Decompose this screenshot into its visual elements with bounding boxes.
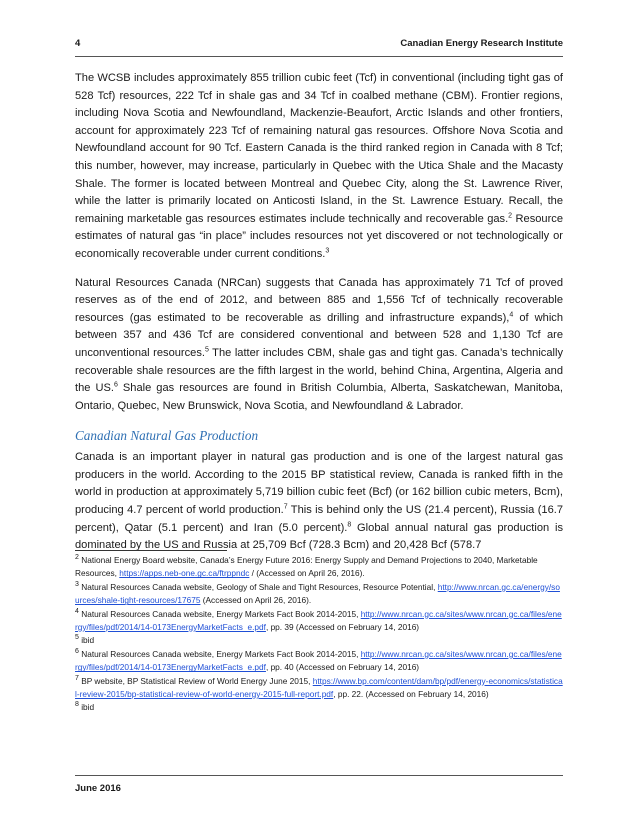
footnote-link[interactable]: http://www.nrcan.gc.ca/sites/www.nrcan.gc.ca/files/energy/files/pdf/2014/14-0173EnergyMarketFacts_e.pdf bbox=[75, 608, 562, 633]
footnote: $^5$ ibid bbox=[75, 634, 95, 646]
header-divider bbox=[75, 56, 563, 57]
footnote-link[interactable]: http://www.nrcan.gc.ca/sites/www.nrcan.gc.ca/files/energy/files/pdf/2014/14-0173EnergyMarketFacts_e.pdf bbox=[75, 648, 562, 673]
footnote-ref[interactable]: 6 bbox=[113, 381, 118, 389]
footer-divider bbox=[75, 775, 563, 776]
footnote-divider bbox=[75, 550, 227, 551]
footnote-link[interactable]: https://apps.neb-one.gc.ca/ftrppndc bbox=[119, 568, 250, 579]
footnote: $^2$ National Energy Board website, Canada’s Energy Future 2016: Energy Supply and Demand Projections to 2040, Marketable Resources, https://apps.neb-one.gc.ca/ftrppndc / (Accessed on April 26, 2016). bbox=[75, 554, 538, 579]
page-header bbox=[75, 38, 563, 49]
footnote-link[interactable]: http://www.nrcan.gc.ca/energy/sources/shale-tight-resources/17675 bbox=[75, 581, 560, 606]
section-heading: Canadian Natural Gas Production bbox=[75, 428, 259, 444]
paragraph-production: Canada is an important player in natural gas production and is one of the largest natural gas producers in the world. According to the 2015 BP statistical review, Canada is ranked fifth in the world in production at approximately 5,719 billion cubic feet (Bcf) (or 162 billion cubic meters, Bcm), producing 4.7 percent of world production.$^7$ This is behind only the US (21.4 percent), Russia (16.7 percent), Qatar (5.1 percent) and Iran (5.0 percent).$^8$ Global annual natural gas production is dominated by the US and Russia at 25,709 Bcf (728.3 Bcm) and 20,428 Bcf (578.7 bbox=[75, 451, 563, 552]
footnote-link[interactable]: https://www.bp.com/content/dam/bp/pdf/energy-economics/statistical-review-2015/bp-statistical-review-of-world-energy-2015-full-report.pdf bbox=[75, 675, 563, 700]
footnote-ref[interactable]: 7 bbox=[283, 503, 288, 511]
footnote-ref[interactable]: 3 bbox=[325, 247, 330, 255]
footnote: $^4$ Natural Resources Canada website, Energy Markets Fact Book 2014-2015, http://www.nrcan.gc.ca/sites/www.nrcan.gc.ca/files/energy/files/pdf/2014/14-0173EnergyMarketFacts_e.pdf, pp. 39 (Accessed on February 14, 2016) bbox=[75, 607, 562, 633]
footnote: $^6$ Natural Resources Canada website, Energy Markets Fact Book 2014-2015, http://www.nrcan.gc.ca/sites/www.nrcan.gc.ca/files/energy/files/pdf/2014/14-0173EnergyMarketFacts_e.pdf, pp. 40 (Accessed on February 14, 2016) bbox=[75, 648, 562, 673]
footnote-ref[interactable]: 2 bbox=[508, 212, 513, 220]
paragraph-nrcan: Natural Resources Canada (NRCan) suggests that Canada has approximately 71 Tcf of proved reserves as of the end of 2012, and between 885 and 1,556 Tcf of technically recoverable resources (gas estimated to be recoverable as drilling and infrastructure expands),$^4$ of which between 357 and 436 Tcf are considered conventional and between 528 and 1,130 Tcf are unconventional resources.$^5$ The latter includes CBM, shale gas and tight gas. Canada’s technically recoverable shale resources are the fifth largest in the world, behind China, Argentina, Algeria and the US.$^6$ Shale gas resources are found in British Columbia, Alberta, Saskatchewan, Manitoba, Ontario, Quebec, New Brunswick, Nova Scotia, and Newfoundland & Labrador. bbox=[75, 276, 563, 412]
footnote: $^8$ ibid bbox=[75, 701, 95, 713]
page-footer: June 2016 bbox=[75, 783, 121, 794]
footnote: $^3$ Natural Resources Canada website, Geology of Shale and Tight Resources, Resource Potential, http://www.nrcan.gc.ca/energy/sources/shale-tight-resources/17675 (Accessed on April 26, 2016). bbox=[75, 581, 560, 606]
page-number: 4 bbox=[75, 38, 81, 49]
body-text bbox=[75, 70, 563, 566]
footnote-ref[interactable]: 5 bbox=[204, 346, 209, 354]
footnote: $^7$ BP website, BP Statistical Review of World Energy June 2015, https://www.bp.com/content/dam/bp/pdf/energy-economics/statistical-review-2015/bp-statistical-review-of-world-energy-2015-full-report.pdf, pp. 22. (Accessed on February 14, 2016) bbox=[75, 674, 563, 700]
footnote-ref[interactable]: 8 bbox=[347, 520, 352, 528]
paragraph-wcsb: The WCSB includes approximately 855 trillion cubic feet (Tcf) in conventional (including tight gas of 528 Tcf) resources, 222 Tcf in shale gas and 34 Tcf in coalbed methane (CBM). Frontier regions, including Nova Scotia and Newfoundland, Mackenzie-Beaufort, Arctic Islands and other frontiers, account for approximately 223 Tcf of remaining natural gas resources. Offshore Nova Scotia and Newfoundland account for 90 Tcf. Eastern Canada is the third ranked region in Canada with 8 Tcf; this number, however, may increase, particularly in Quebec with the Utica Shale and the Macasty Shale. The former is located between Montreal and Quebec City, along the St. Lawrence River, while the latter is primarily located on Anticosti Island, in the St. Lawrence Estuary. Recall, the remaining marketable gas resources estimates include technically and recoverable gas.$^2$ Resource estimates of natural gas “in place” includes resources not yet discovered or not technologically or economically recoverable under current conditions.$^3$ bbox=[75, 72, 564, 260]
header-title: Canadian Energy Research Institute bbox=[400, 38, 563, 49]
footnotes bbox=[75, 554, 563, 715]
footnote-ref[interactable]: 4 bbox=[509, 311, 514, 319]
